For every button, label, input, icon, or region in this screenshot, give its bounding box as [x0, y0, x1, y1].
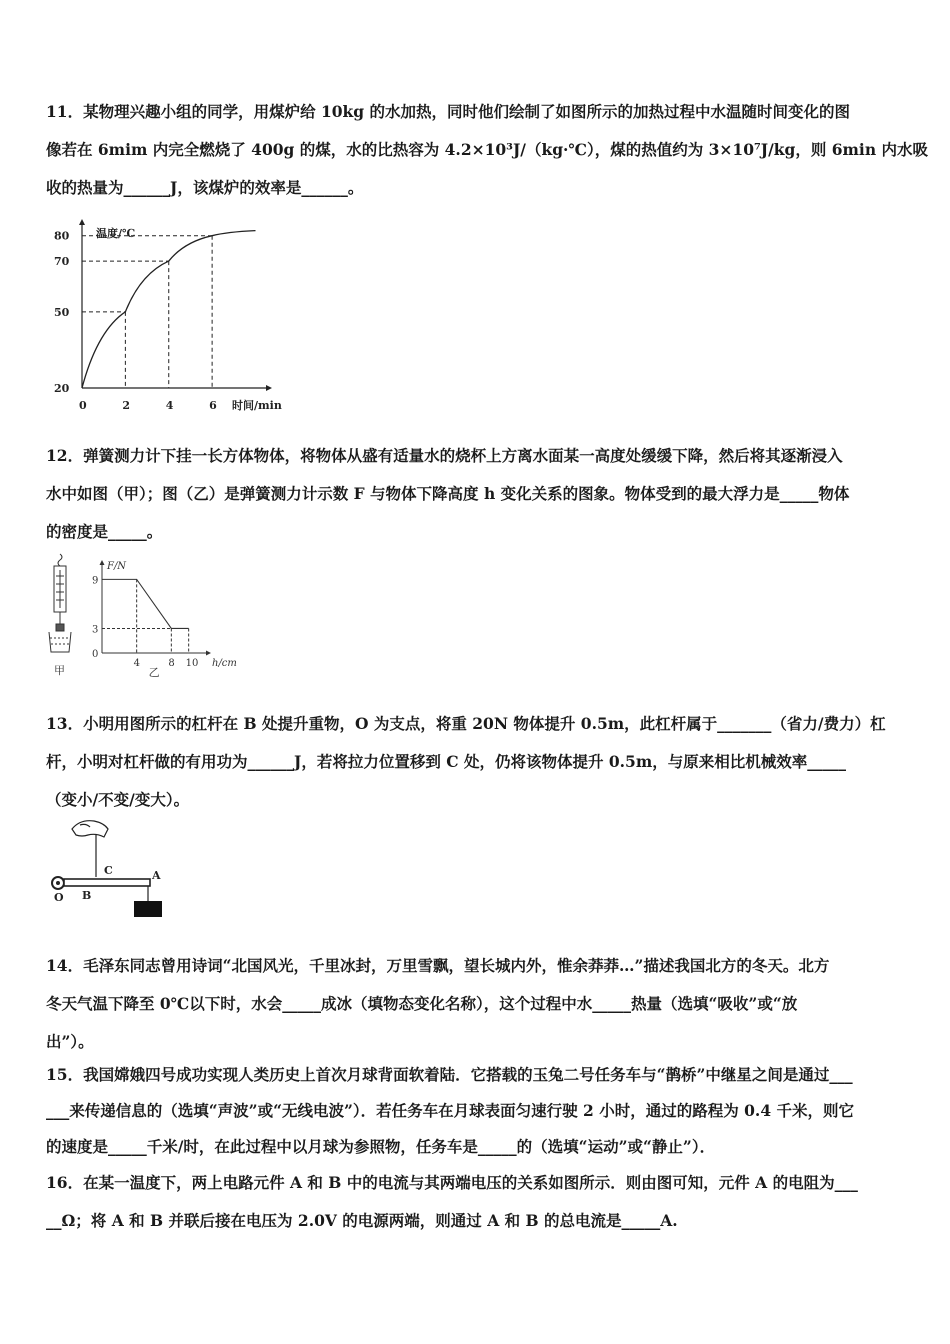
question-15-line-3: 的速度是_____千米/时，在此过程中以月球为参照物，任务车是_____的（选填“运动”或“静止”）．: [46, 1137, 716, 1156]
x-tick-label: 6: [209, 399, 217, 412]
question-13-line-2: 杆，小明对杠杆做的有用功为______J，若将拉力位置移到 C 处，仍将该物体提升 0.5m，与原来相比机械效率_____: [46, 752, 846, 771]
y-tick-label: 70: [54, 255, 70, 269]
lever-bar: [52, 877, 150, 889]
spring-scale-icon: [49, 554, 71, 652]
x-axis-arrow: [206, 651, 211, 656]
x-tick-label: 4: [133, 658, 141, 669]
y-tick-label: 9: [92, 575, 99, 587]
y-tick-label: 3: [92, 624, 99, 636]
y-tick-label: 50: [54, 305, 70, 319]
hand-icon: [72, 821, 108, 877]
x-tick-label: 0: [79, 399, 87, 412]
y-tick-label: 20: [54, 382, 70, 395]
force-height-chart: [88, 555, 248, 680]
label-jia: 甲: [54, 664, 65, 677]
y-axis-label: 温度/℃: [96, 227, 136, 240]
question-12-line-2: 水中如图（甲）；图（乙）是弹簧测力计示数 F 与物体下降高度 h 变化关系的图象。物体受到的最大浮力是_____物体: [46, 484, 850, 503]
x-tick-label: 10: [185, 658, 199, 669]
question-13-line-3: （变小/不变/变大）。: [46, 790, 190, 809]
x-tick-label: 8: [168, 658, 175, 669]
question-11-line-3: 收的热量为______J，该煤炉的效率是______。: [46, 178, 364, 197]
x-tick-label: 2: [122, 399, 131, 412]
force-line: [102, 579, 189, 628]
question-11-line-2: 像若在 6mim 内完全燃烧了 400g 的煤，水的比热容为 4.2×10³J/（kg·℃），煤的热值约为 3×10⁷J/kg，则 6min 内水吸: [46, 140, 928, 159]
origin-label: 0: [92, 649, 99, 660]
question-16-line-2: __Ω；将 A 和 B 并联后接在电压为 2.0V 的电源两端，则通过 A 和 B 的总电流是_____A.: [46, 1211, 678, 1230]
weight-block: [134, 886, 162, 917]
y-axis-arrow: [79, 219, 85, 225]
label-a: A: [152, 869, 161, 882]
y-tick-label: 80: [54, 229, 70, 243]
label-b: B: [82, 889, 92, 902]
y-axis-arrow: [100, 560, 105, 565]
question-14-line-1: 14．毛泽东同志曾用诗词“北国风光，千里冰封，万里雪飘，望长城内外，惟余莽莽…”描述我国北方的冬天。北方: [46, 956, 830, 975]
question-13-line-1: 13．小明用图所示的杠杆在 B 处提升重物，O 为支点，将重 20N 物体提升 0.5m，此杠杆属于_______（省力/费力）杠: [46, 714, 886, 733]
y-axis-label: F/N: [107, 561, 127, 572]
lever-figure: [44, 815, 184, 925]
question-14-line-3: 出”）。: [46, 1032, 94, 1051]
label-o: O: [54, 891, 64, 904]
question-14-line-2: 冬天气温下降至 0℃以下时，水会_____成冰（填物态变化名称），这个过程中水_____热量（选填“吸收”或“放: [46, 994, 798, 1013]
temperature-curve: [82, 231, 255, 388]
label-c: C: [104, 864, 113, 877]
x-axis-label: h/cm: [212, 658, 237, 669]
question-11-line-1: 11．某物理兴趣小组的同学，用煤炉给 10kg 的水加热，同时他们绘制了如图所示的加热过程中水温随时间变化的图: [46, 102, 851, 121]
question-12-line-1: 12．弹簧测力计下挂一长方体物体，将物体从盛有适量水的烧杯上方离水面某一高度处缓缓下降，然后将其逐渐浸入: [46, 446, 843, 465]
question-15-line-2: ___来传递信息的（选填“声波”或“无线电波”）．若任务车在月球表面匀速行驶 2 小时，通过的路程为 0.4 千米，则它: [46, 1101, 855, 1120]
temperature-time-chart: [50, 215, 310, 420]
x-tick-label: 4: [165, 399, 174, 412]
spring-scale-figure: [40, 552, 80, 680]
question-12-line-3: 的密度是_____。: [46, 522, 163, 541]
question-16-line-1: 16．在某一温度下，两上电路元件 A 和 B 中的电流与其两端电压的关系如图所示．则由图可知，元件 A 的电阻为___: [46, 1173, 858, 1192]
question-15-line-1: 15．我国嫦娥四号成功实现人类历史上首次月球背面软着陆．它搭载的玉兔二号任务车与“鹊桥”中继星之间是通过___: [46, 1065, 853, 1084]
label-yi: 乙: [148, 666, 160, 679]
x-axis-arrow: [266, 385, 272, 391]
x-axis-label: 时间/min: [232, 399, 282, 412]
